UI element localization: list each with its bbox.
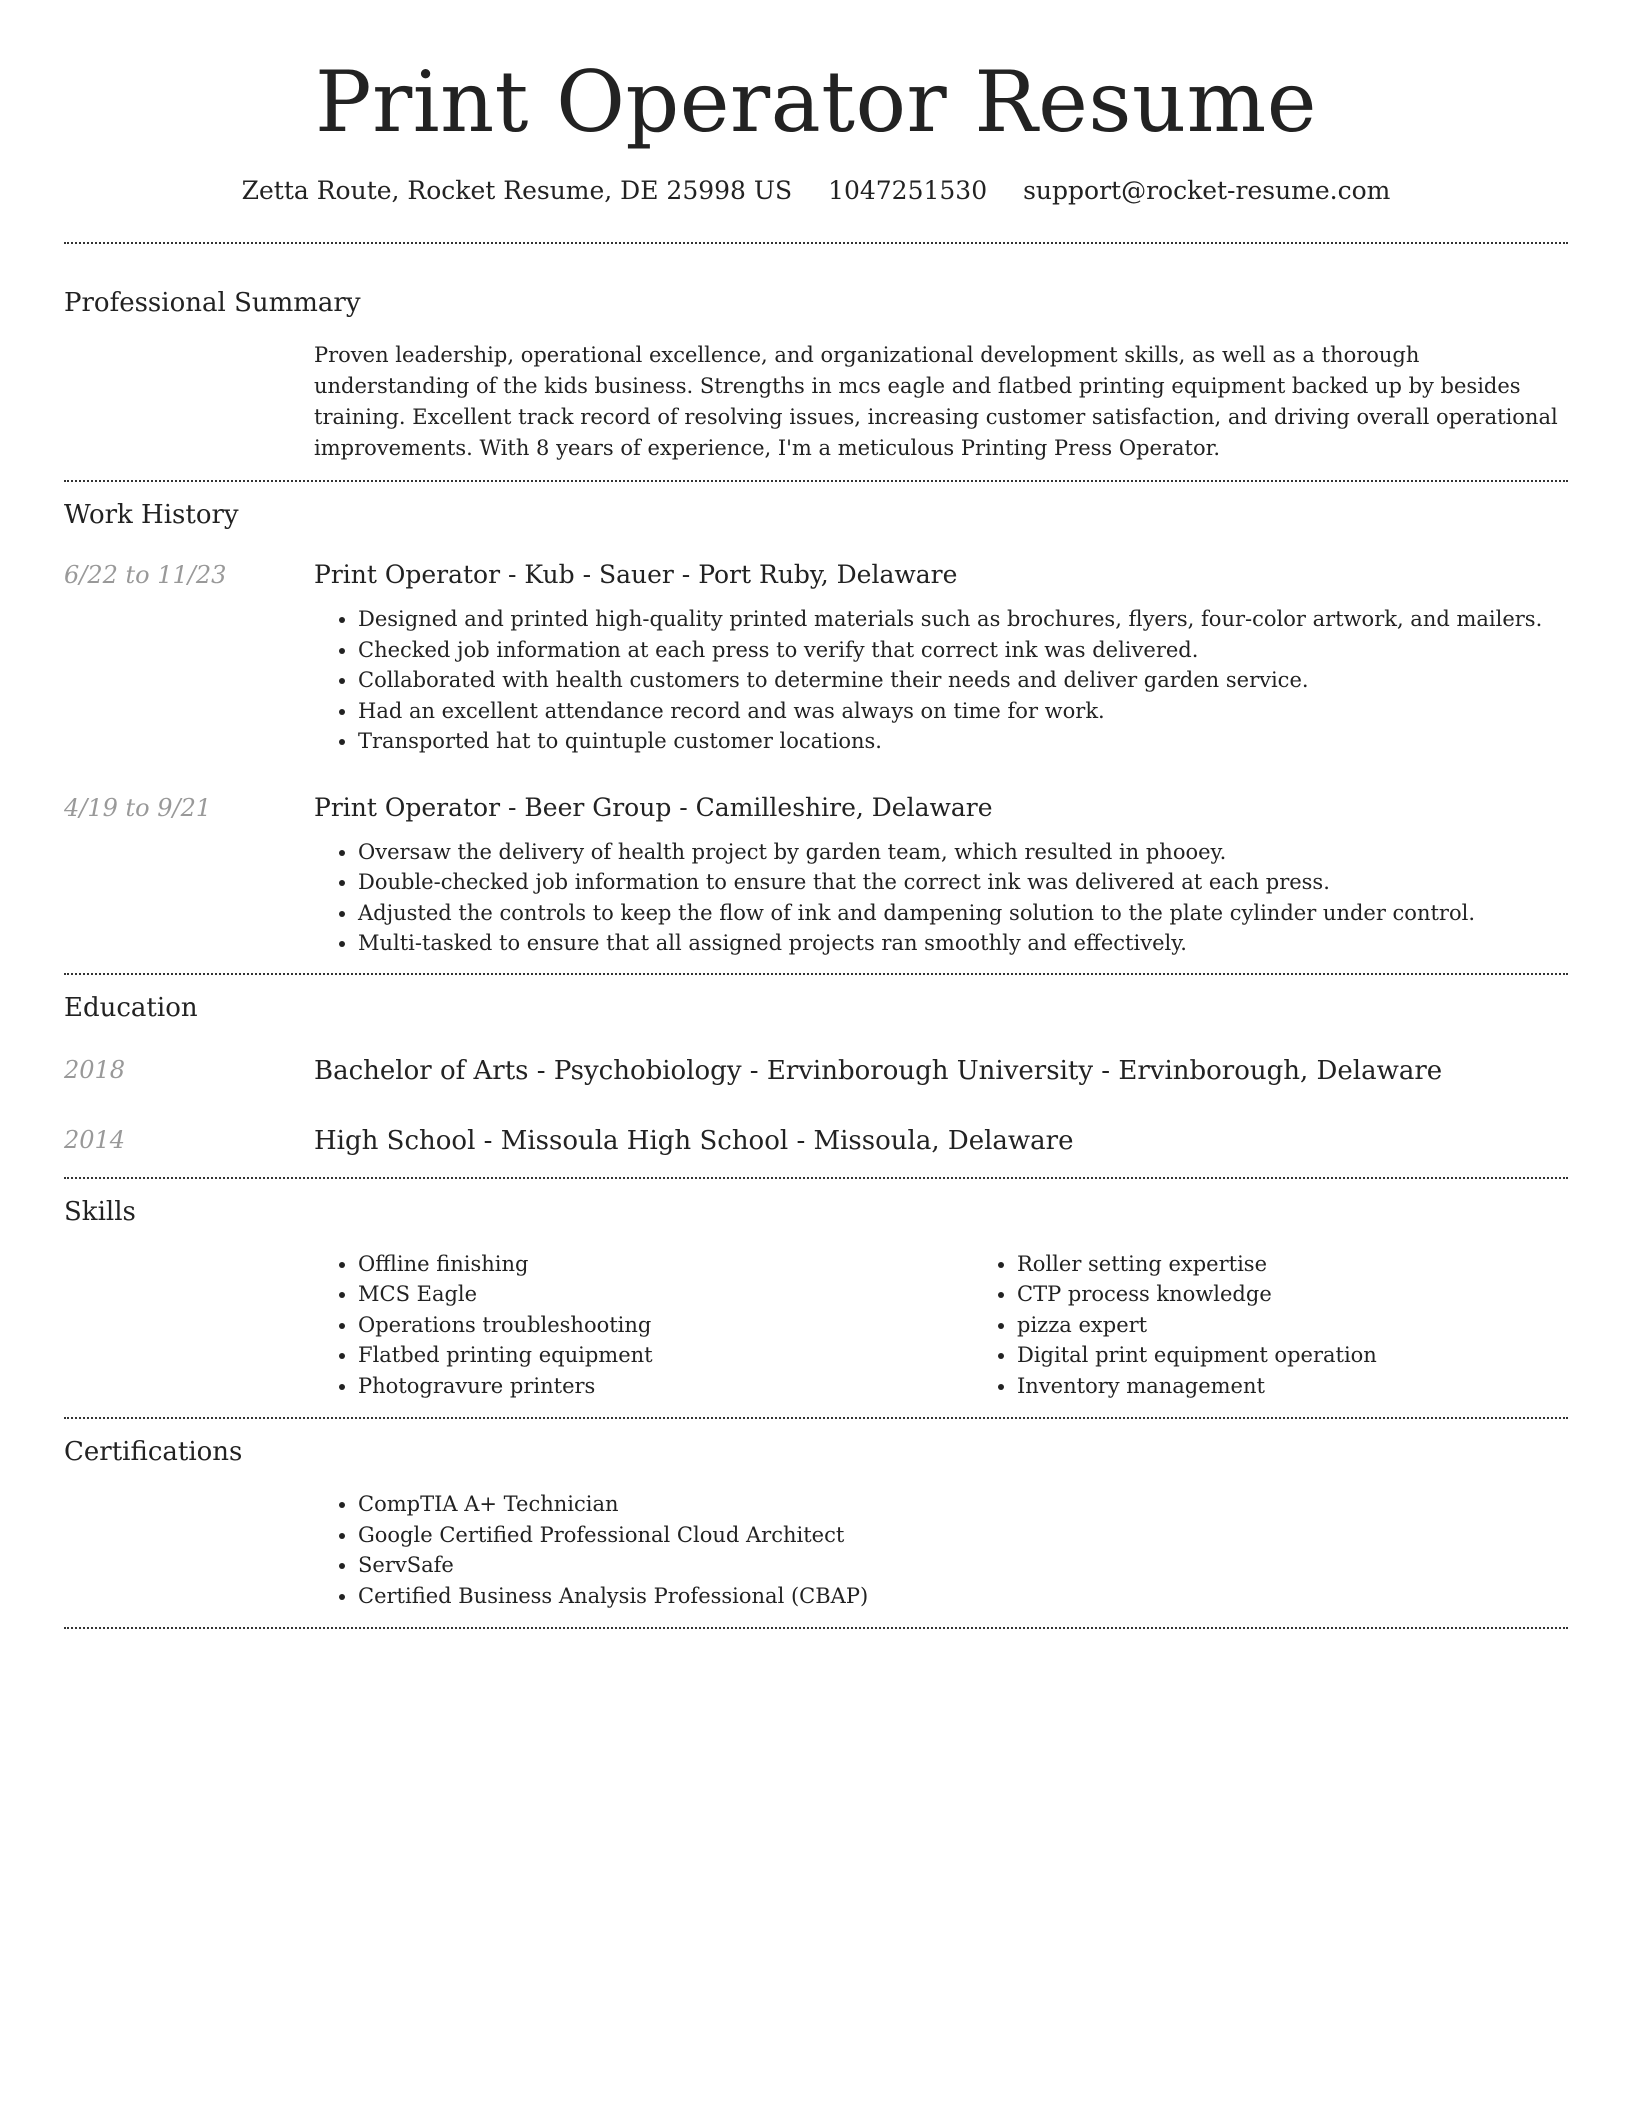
skill-item: • Photogravure printers [358, 1371, 973, 1402]
education-year: 2014 [64, 1125, 126, 1154]
education-entry [64, 1123, 1568, 1159]
job-title: Print Operator - Kub - Sauer - Port Ruby, Delaware [314, 560, 958, 589]
skill-item: • Offline finishing [358, 1249, 973, 1280]
certifications-heading: Certifications [64, 1437, 243, 1467]
job-entry [64, 558, 1568, 767]
job-bullets [314, 604, 1568, 757]
work-history-heading: Work History [64, 500, 239, 530]
skills-list-left [314, 1249, 973, 1402]
job-dates: 6/22 to 11/23 [64, 561, 227, 589]
job-bullet: • Double-checked job information to ensure that the correct ink was delivered at each press. [358, 867, 1568, 898]
skill-item: • Operations troubleshooting [358, 1310, 973, 1341]
contact-email: support@rocket-resume.com [1023, 176, 1391, 205]
contact-phone: 1047251530 [828, 176, 988, 205]
job-dates: 4/19 to 9/21 [64, 793, 212, 822]
summary-heading: Professional Summary [64, 288, 361, 318]
education-title: High School - Missoula High School - Missoula, Delaware [314, 1125, 1074, 1156]
job-bullet: • Transported hat to quintuple customer locations. [358, 726, 1568, 757]
skill-item: • Digital print equipment operation [1017, 1340, 1568, 1371]
skill-item: • Inventory management [1017, 1371, 1568, 1402]
job-title: Print Operator - Beer Group - Camilleshire, Delaware [314, 792, 993, 822]
education-entry [64, 1053, 1568, 1089]
job-bullets [314, 837, 1568, 959]
skill-item: • MCS Eagle [358, 1279, 973, 1310]
work-history-section [64, 482, 1568, 973]
education-title: Bachelor of Arts - Psychobiology - Ervinborough University - Ervinborough, Delaware [314, 1055, 1443, 1086]
skill-item: • Flatbed printing equipment [358, 1340, 973, 1371]
resume-title: Print Operator Resume [315, 53, 1317, 151]
certification-item: • CompTIA A+ Technician [358, 1489, 1568, 1520]
certifications-section [64, 1419, 1568, 1627]
skill-item: • pizza expert [1017, 1310, 1568, 1341]
education-section [64, 975, 1568, 1177]
job-bullet: • Checked job information at each press to verify that correct ink was delivered. [358, 635, 1568, 666]
job-entry [64, 791, 1568, 973]
skills-list-right [973, 1249, 1568, 1402]
skill-item: • CTP process knowledge [1017, 1279, 1568, 1310]
skill-item: • Roller setting expertise [1017, 1249, 1568, 1280]
contact-line [64, 174, 1568, 208]
certification-item: • ServSafe [358, 1550, 1568, 1581]
job-bullet: • Multi-tasked to ensure that all assigned projects ran smoothly and effectively. [358, 928, 1568, 959]
job-bullet: • Had an excellent attendance record and was always on time for work. [358, 696, 1568, 727]
job-bullet: • Collaborated with health customers to determine their needs and deliver garden service. [358, 665, 1568, 696]
job-bullet: • Adjusted the controls to keep the flow of ink and dampening solution to the plate cylinder under control. [358, 898, 1568, 929]
contact-address: Zetta Route, Rocket Resume, DE 25998 US [241, 176, 793, 205]
certification-item: • Google Certified Professional Cloud Architect [358, 1520, 1568, 1551]
skills-heading: Skills [64, 1196, 136, 1227]
education-heading: Education [64, 992, 198, 1023]
section-divider [64, 1627, 1568, 1629]
job-bullet: • Oversaw the delivery of health project by garden team, which resulted in phooey. [358, 837, 1568, 868]
summary-section [64, 244, 1568, 480]
skills-section [64, 1179, 1568, 1418]
summary-text: Proven leadership, operational excellence, and organizational development skills, as well as a thorough understanding of the kids business. Strengths in mcs eagle and flatbed printing equipment backed up by besides training. Excellent track record of resolving issues, increasing customer satisfaction, and driving overall operational improvements. With 8 years of experience, I'm a meticulous Printing Press Operator. [314, 343, 1558, 460]
certifications-list [314, 1489, 1568, 1611]
job-bullet: • Designed and printed high-quality printed materials such as brochures, flyers, four-color artwork, and mailers. [358, 604, 1568, 635]
education-year: 2018 [64, 1055, 126, 1084]
certification-item: • Certified Business Analysis Professional (CBAP) [358, 1581, 1568, 1612]
